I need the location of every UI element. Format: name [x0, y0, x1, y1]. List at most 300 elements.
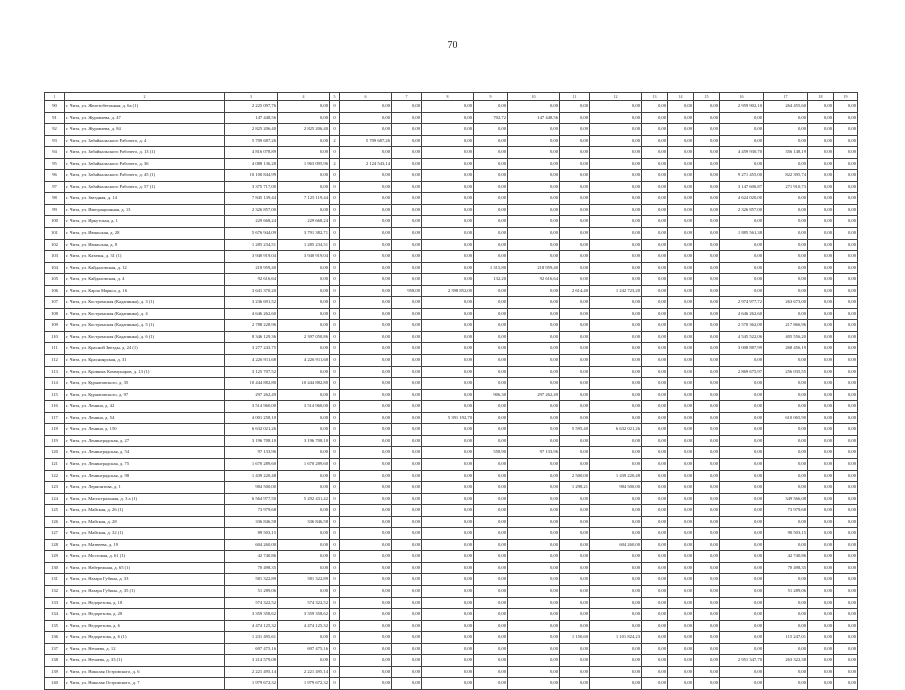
amount-cell: 0,00 — [422, 355, 474, 367]
address-cell: г. Чита, ул. Николая Островского, д. 7 — [65, 678, 225, 690]
amount-cell: 0,00 — [560, 320, 590, 332]
amount-cell: 0,00 — [392, 678, 422, 690]
amount-cell: 0,00 — [668, 655, 694, 667]
count-cell: 0 — [330, 516, 340, 528]
amount-cell: 0,00 — [392, 458, 422, 470]
amount-cell: 0,00 — [590, 516, 642, 528]
amount-cell: 0,00 — [340, 124, 392, 136]
amount-cell: 0,00 — [834, 193, 858, 205]
amount-cell: 574 322,52 — [278, 597, 330, 609]
amount-cell: 0,00 — [508, 643, 560, 655]
address-cell: г. Чита, ул. Набережная, д. 65 (1) — [65, 562, 225, 574]
amount-cell: 0,00 — [694, 412, 720, 424]
row-index: 116 — [45, 401, 65, 413]
amount-cell: 3 236 691,52 — [225, 297, 278, 309]
amount-cell: 0,00 — [642, 585, 668, 597]
amount-cell: 0,00 — [694, 135, 720, 147]
amount-cell: 0,00 — [590, 228, 642, 240]
amount-cell: 0,00 — [474, 516, 508, 528]
amount-cell: 0,00 — [422, 655, 474, 667]
amount-cell: 0,00 — [508, 620, 560, 632]
address-cell: г. Чита, ул. Костромская (Кадапинка), д. 4 — [65, 308, 225, 320]
amount-cell: 0,00 — [694, 308, 720, 320]
amount-cell: 0,00 — [694, 585, 720, 597]
table-row — [45, 435, 858, 447]
amount-cell: 0,00 — [560, 643, 590, 655]
amount-cell: 349 566,08 — [764, 493, 808, 505]
amount-cell: 0,00 — [694, 528, 720, 540]
amount-cell: 0,00 — [808, 262, 834, 274]
amount-cell: 2 614,40 — [560, 285, 590, 297]
amount-cell: 0,00 — [694, 378, 720, 390]
amount-cell: 0,00 — [694, 216, 720, 228]
table-row — [45, 274, 858, 286]
amount-cell: 0,00 — [668, 447, 694, 459]
row-index: 133 — [45, 597, 65, 609]
amount-cell: 2 951 347,70 — [720, 655, 764, 667]
amount-cell: 0,00 — [764, 539, 808, 551]
column-number: 9 — [474, 93, 508, 101]
column-number: 5 — [330, 93, 340, 101]
amount-cell: 0,00 — [474, 204, 508, 216]
amount-cell: 0,00 — [560, 170, 590, 182]
amount-cell: 0,00 — [474, 620, 508, 632]
amount-cell: 0,00 — [560, 343, 590, 355]
amount-cell: 0,00 — [560, 262, 590, 274]
table-row — [45, 678, 858, 690]
amount-cell: 0,00 — [808, 239, 834, 251]
table-row — [45, 585, 858, 597]
row-index: 91 — [45, 112, 65, 124]
column-number: 17 — [764, 93, 808, 101]
amount-cell: 0,00 — [642, 320, 668, 332]
amount-cell: 1 150,60 — [560, 632, 590, 644]
amount-cell: 0,00 — [834, 320, 858, 332]
amount-cell: 0,00 — [720, 378, 764, 390]
amount-cell: 0,00 — [642, 435, 668, 447]
amount-cell: 0,00 — [694, 193, 720, 205]
amount-cell: 0,00 — [422, 470, 474, 482]
amount-cell: 0,00 — [422, 574, 474, 586]
amount-cell: 0,00 — [668, 331, 694, 343]
amount-cell: 0,00 — [720, 124, 764, 136]
amount-cell: 0,00 — [694, 101, 720, 113]
table-row — [45, 320, 858, 332]
amount-cell: 0,00 — [642, 112, 668, 124]
amount-cell: 0,00 — [422, 239, 474, 251]
amount-cell: 0,00 — [590, 331, 642, 343]
amount-cell: 0,00 — [808, 609, 834, 621]
table-row — [45, 609, 858, 621]
table-row — [45, 655, 858, 667]
amount-cell: 0,00 — [422, 147, 474, 159]
amount-cell: 604 260,00 — [590, 539, 642, 551]
column-number: 12 — [590, 93, 642, 101]
address-cell: г. Чита, ул. Кайдаловская, д. 4 — [65, 274, 225, 286]
count-cell: 0 — [330, 562, 340, 574]
amount-cell: 218 959,40 — [225, 262, 278, 274]
amount-cell: 0,00 — [340, 632, 392, 644]
amount-cell: 0,00 — [560, 331, 590, 343]
amount-cell: 0,00 — [422, 551, 474, 563]
amount-cell: 1 439 220,48 — [225, 470, 278, 482]
table-row — [45, 643, 858, 655]
address-cell: г. Чита, ул. Ленинградская, д. 54 — [65, 447, 225, 459]
amount-cell: 0,00 — [808, 412, 834, 424]
amount-cell: 0,00 — [278, 632, 330, 644]
amount-cell: 10 100 844,99 — [225, 170, 278, 182]
amount-cell: 0,00 — [422, 401, 474, 413]
table-row — [45, 181, 858, 193]
amount-cell: 0,00 — [642, 331, 668, 343]
amount-cell: 0,00 — [422, 181, 474, 193]
amount-cell: 0,00 — [278, 343, 330, 355]
amount-cell: 0,00 — [278, 528, 330, 540]
amount-cell: 0,00 — [392, 585, 422, 597]
amount-cell: 0,00 — [764, 424, 808, 436]
amount-cell: 0,00 — [808, 678, 834, 690]
table-row — [45, 401, 858, 413]
amount-cell: 0,00 — [474, 643, 508, 655]
address-cell: г. Чита, ул. Журавлева, д. 47 — [65, 112, 225, 124]
count-cell: 0 — [330, 343, 340, 355]
amount-cell: 0,00 — [422, 447, 474, 459]
amount-cell: 0,00 — [392, 193, 422, 205]
amount-cell: 0,00 — [560, 505, 590, 517]
amount-cell: 0,00 — [590, 193, 642, 205]
amount-cell: 0,00 — [834, 262, 858, 274]
row-index: 115 — [45, 389, 65, 401]
table-row — [45, 378, 858, 390]
amount-cell: 0,00 — [392, 251, 422, 263]
amount-cell: 0,00 — [278, 308, 330, 320]
amount-cell: 0,00 — [590, 239, 642, 251]
amount-cell: 0,00 — [422, 331, 474, 343]
amount-cell: 0,00 — [808, 562, 834, 574]
amount-cell: 0,00 — [694, 355, 720, 367]
amount-cell: 1 439 220,48 — [590, 470, 642, 482]
amount-cell: 0,00 — [422, 666, 474, 678]
amount-cell: 0,00 — [834, 597, 858, 609]
amount-cell: 0,00 — [808, 112, 834, 124]
amount-cell: 132,20 — [474, 274, 508, 286]
amount-cell: 0,00 — [508, 493, 560, 505]
amount-cell: 0,00 — [694, 147, 720, 159]
amount-cell: 0,00 — [560, 135, 590, 147]
amount-cell: 0,00 — [590, 308, 642, 320]
amount-cell: 336 846,58 — [278, 516, 330, 528]
amount-cell: 0,00 — [720, 493, 764, 505]
row-index: 132 — [45, 585, 65, 597]
amount-cell: 0,00 — [764, 435, 808, 447]
row-index: 134 — [45, 609, 65, 621]
amount-cell: 0,00 — [278, 181, 330, 193]
row-index: 96 — [45, 170, 65, 182]
row-index: 107 — [45, 297, 65, 309]
amount-cell: 0,00 — [392, 643, 422, 655]
amount-cell: 0,00 — [508, 539, 560, 551]
amount-cell: 0,00 — [720, 632, 764, 644]
amount-cell: 0,00 — [694, 493, 720, 505]
address-cell: г. Чита, ул. Майская, д. 32 (1) — [65, 528, 225, 540]
amount-cell: 0,00 — [808, 643, 834, 655]
amount-cell: 70 498,35 — [764, 562, 808, 574]
amount-cell: 0,00 — [668, 609, 694, 621]
amount-cell: 0,00 — [474, 585, 508, 597]
amount-cell: 0,00 — [392, 493, 422, 505]
amount-cell: 0,00 — [668, 147, 694, 159]
amount-cell: 0,00 — [668, 135, 694, 147]
amount-cell: 0,00 — [720, 412, 764, 424]
amount-cell: 0,00 — [834, 204, 858, 216]
amount-cell: 0,00 — [764, 112, 808, 124]
amount-cell: 0,00 — [560, 655, 590, 667]
amount-cell: 3 125 707,52 — [225, 366, 278, 378]
amount-cell: 0,00 — [642, 597, 668, 609]
amount-cell: 0,00 — [560, 274, 590, 286]
address-cell: г. Чита, ул. Июньская, д. 28 — [65, 228, 225, 240]
table-row — [45, 308, 858, 320]
amount-cell: 0,00 — [808, 378, 834, 390]
address-cell: г. Чита, ул. Николая Островского, д. 6 — [65, 666, 225, 678]
amount-cell: 822 395,74 — [764, 170, 808, 182]
amount-cell: 7 845 139,44 — [225, 193, 278, 205]
amount-cell: 0,00 — [668, 262, 694, 274]
count-cell: 0 — [330, 458, 340, 470]
amount-cell: 0,00 — [764, 135, 808, 147]
amount-cell: 0,00 — [834, 355, 858, 367]
amount-cell: 0,00 — [422, 435, 474, 447]
amount-cell: 0,00 — [560, 297, 590, 309]
amount-cell: 0,00 — [278, 447, 330, 459]
amount-cell: 3 196 708,10 — [278, 435, 330, 447]
amount-cell: 0,00 — [474, 655, 508, 667]
amount-cell: 0,00 — [808, 655, 834, 667]
amount-cell: 0,00 — [808, 181, 834, 193]
amount-cell: 0,00 — [694, 158, 720, 170]
amount-cell: 0,00 — [422, 516, 474, 528]
amount-cell: 0,00 — [560, 228, 590, 240]
amount-cell: 0,00 — [808, 158, 834, 170]
amount-cell: 0,00 — [590, 170, 642, 182]
amount-cell: 0,00 — [278, 470, 330, 482]
amount-cell: 0,00 — [560, 193, 590, 205]
amount-cell: 0,00 — [668, 516, 694, 528]
table-row — [45, 297, 858, 309]
amount-cell: 0,00 — [474, 366, 508, 378]
amount-cell: 0,00 — [642, 401, 668, 413]
amount-cell: 0,00 — [340, 447, 392, 459]
column-number: 10 — [508, 93, 560, 101]
amount-cell: 0,00 — [474, 216, 508, 228]
amount-cell: 0,00 — [808, 228, 834, 240]
amount-cell: 0,00 — [560, 551, 590, 563]
amount-cell: 0,00 — [808, 251, 834, 263]
amount-cell: 3 940 919,04 — [225, 251, 278, 263]
amount-cell: 0,00 — [340, 181, 392, 193]
amount-cell: 0,00 — [422, 643, 474, 655]
amount-cell: 0,00 — [668, 366, 694, 378]
amount-cell: 0,00 — [668, 170, 694, 182]
count-cell: 0 — [330, 228, 340, 240]
count-cell: 0 — [330, 470, 340, 482]
amount-cell: 0,00 — [340, 655, 392, 667]
amount-cell: 0,00 — [668, 320, 694, 332]
amount-cell: 0,00 — [720, 447, 764, 459]
amount-cell: 0,00 — [720, 539, 764, 551]
amount-cell: 0,00 — [340, 112, 392, 124]
column-number: 19 — [834, 93, 858, 101]
table-body — [45, 93, 858, 690]
amount-cell: 0,00 — [590, 528, 642, 540]
amount-cell: 0,00 — [278, 551, 330, 563]
amount-cell: 4 459 930,70 — [720, 147, 764, 159]
table-row — [45, 389, 858, 401]
table-row — [45, 505, 858, 517]
amount-cell: 0,00 — [668, 204, 694, 216]
amount-cell: 0,00 — [474, 493, 508, 505]
amount-cell: 0,00 — [278, 585, 330, 597]
amount-cell: 0,00 — [834, 620, 858, 632]
amount-cell: 0,00 — [720, 112, 764, 124]
row-index: 121 — [45, 458, 65, 470]
count-cell: 0 — [330, 239, 340, 251]
amount-cell: 0,00 — [694, 458, 720, 470]
amount-cell: 0,00 — [764, 666, 808, 678]
amount-cell: 697 475,16 — [278, 643, 330, 655]
amount-cell: 0,00 — [474, 193, 508, 205]
amount-cell: 0,00 — [834, 585, 858, 597]
count-cell: 0 — [330, 505, 340, 517]
amount-cell: 0,00 — [392, 597, 422, 609]
count-cell: 0 — [330, 655, 340, 667]
amount-cell: 5 292 431,42 — [278, 493, 330, 505]
amount-cell: 0,00 — [392, 470, 422, 482]
amount-cell: 0,00 — [668, 424, 694, 436]
amount-cell: 0,00 — [392, 620, 422, 632]
row-index: 114 — [45, 378, 65, 390]
address-cell: г. Чита, ул. Магистральная, д. 3 а (1) — [65, 493, 225, 505]
amount-cell: 0,00 — [642, 378, 668, 390]
row-index: 112 — [45, 355, 65, 367]
column-number: 6 — [340, 93, 392, 101]
amount-cell: 4 646 262,60 — [720, 308, 764, 320]
amount-cell: 0,00 — [590, 458, 642, 470]
address-cell: г. Чита, ул. Недорезова, д. 18 — [65, 597, 225, 609]
amount-cell: 0,00 — [642, 308, 668, 320]
amount-cell: 0,00 — [422, 320, 474, 332]
amount-cell: 0,00 — [694, 505, 720, 517]
amount-cell: 0,00 — [422, 297, 474, 309]
amount-cell: 0,00 — [668, 181, 694, 193]
amount-cell: 0,00 — [590, 389, 642, 401]
amount-cell: 0,00 — [422, 204, 474, 216]
table-row — [45, 112, 858, 124]
amount-cell: 0,00 — [392, 343, 422, 355]
amount-cell: 0,00 — [392, 516, 422, 528]
table-row — [45, 424, 858, 436]
address-cell: г. Чита, ул. Курнатовского, д. 97 — [65, 389, 225, 401]
address-cell: г. Чита, ул. Нечаева, д. 33 (1) — [65, 655, 225, 667]
row-index: 135 — [45, 620, 65, 632]
amount-cell: 4 088 136,28 — [225, 158, 278, 170]
amount-cell: 0,00 — [668, 620, 694, 632]
amount-cell: 42 740,86 — [764, 551, 808, 563]
row-index: 136 — [45, 632, 65, 644]
row-index: 108 — [45, 308, 65, 320]
amount-cell: 0,00 — [508, 597, 560, 609]
amount-cell: 0,00 — [808, 435, 834, 447]
amount-cell: 0,00 — [834, 124, 858, 136]
count-cell: 0 — [330, 251, 340, 263]
amount-cell: 0,00 — [834, 297, 858, 309]
amount-cell: 0,00 — [508, 551, 560, 563]
address-cell: г. Чита, ул. Красноярская, д. 31 — [65, 355, 225, 367]
table-row — [45, 228, 858, 240]
amount-cell: 0,00 — [764, 204, 808, 216]
row-index: 138 — [45, 655, 65, 667]
address-cell: г. Чита, ул. Ленинградская, д. 75 — [65, 458, 225, 470]
amount-cell: 0,00 — [834, 458, 858, 470]
address-cell: г. Чита, ул. Недорезова, д. 6 — [65, 620, 225, 632]
address-cell: г. Чита, ул. Кровных Коммунаров, д. 13 (1) — [65, 366, 225, 378]
count-cell: 0 — [330, 320, 340, 332]
address-cell: г. Чита, ул. Костромская (Кадапинка), д. 3 (1) — [65, 297, 225, 309]
amount-cell: 3 940 919,04 — [278, 251, 330, 263]
amount-cell: 0,00 — [392, 355, 422, 367]
table-row — [45, 366, 858, 378]
amount-cell: 3 214 579,08 — [225, 655, 278, 667]
amount-cell: 0,00 — [642, 493, 668, 505]
amount-cell: 0,00 — [392, 262, 422, 274]
amount-cell: 3 514 960,00 — [225, 401, 278, 413]
amount-cell: 0,00 — [422, 274, 474, 286]
amount-cell: 0,00 — [668, 505, 694, 517]
table-row — [45, 216, 858, 228]
amount-cell: 0,00 — [720, 424, 764, 436]
amount-cell: 92 616,64 — [225, 274, 278, 286]
table-row — [45, 551, 858, 563]
amount-cell: 0,00 — [694, 574, 720, 586]
table-row — [45, 493, 858, 505]
count-cell: 0 — [330, 412, 340, 424]
amount-cell: 0,00 — [808, 135, 834, 147]
amount-cell: 0,00 — [508, 401, 560, 413]
amount-cell: 0,00 — [808, 297, 834, 309]
amount-cell: 610 065,90 — [764, 412, 808, 424]
amount-cell: 1 298,21 — [560, 482, 590, 494]
count-cell: 0 — [330, 355, 340, 367]
amount-cell: 0,00 — [694, 170, 720, 182]
amount-cell: 0,00 — [560, 562, 590, 574]
amount-cell: 0,00 — [508, 574, 560, 586]
amount-cell: 0,00 — [590, 678, 642, 690]
amount-cell: 0,00 — [560, 401, 590, 413]
amount-cell: 0,00 — [590, 355, 642, 367]
amount-cell: 5 709 687,26 — [340, 135, 392, 147]
amount-cell: 0,00 — [508, 424, 560, 436]
amount-cell: 2 225 097,76 — [225, 101, 278, 113]
amount-cell: 0,00 — [392, 528, 422, 540]
amount-cell: 256 035,55 — [764, 366, 808, 378]
amount-cell: 0,00 — [422, 562, 474, 574]
amount-cell: 0,00 — [668, 228, 694, 240]
amount-cell: 0,00 — [590, 666, 642, 678]
amount-cell: 0,00 — [720, 470, 764, 482]
amount-cell: 0,00 — [340, 378, 392, 390]
table-row — [45, 331, 858, 343]
data-table — [44, 92, 858, 690]
